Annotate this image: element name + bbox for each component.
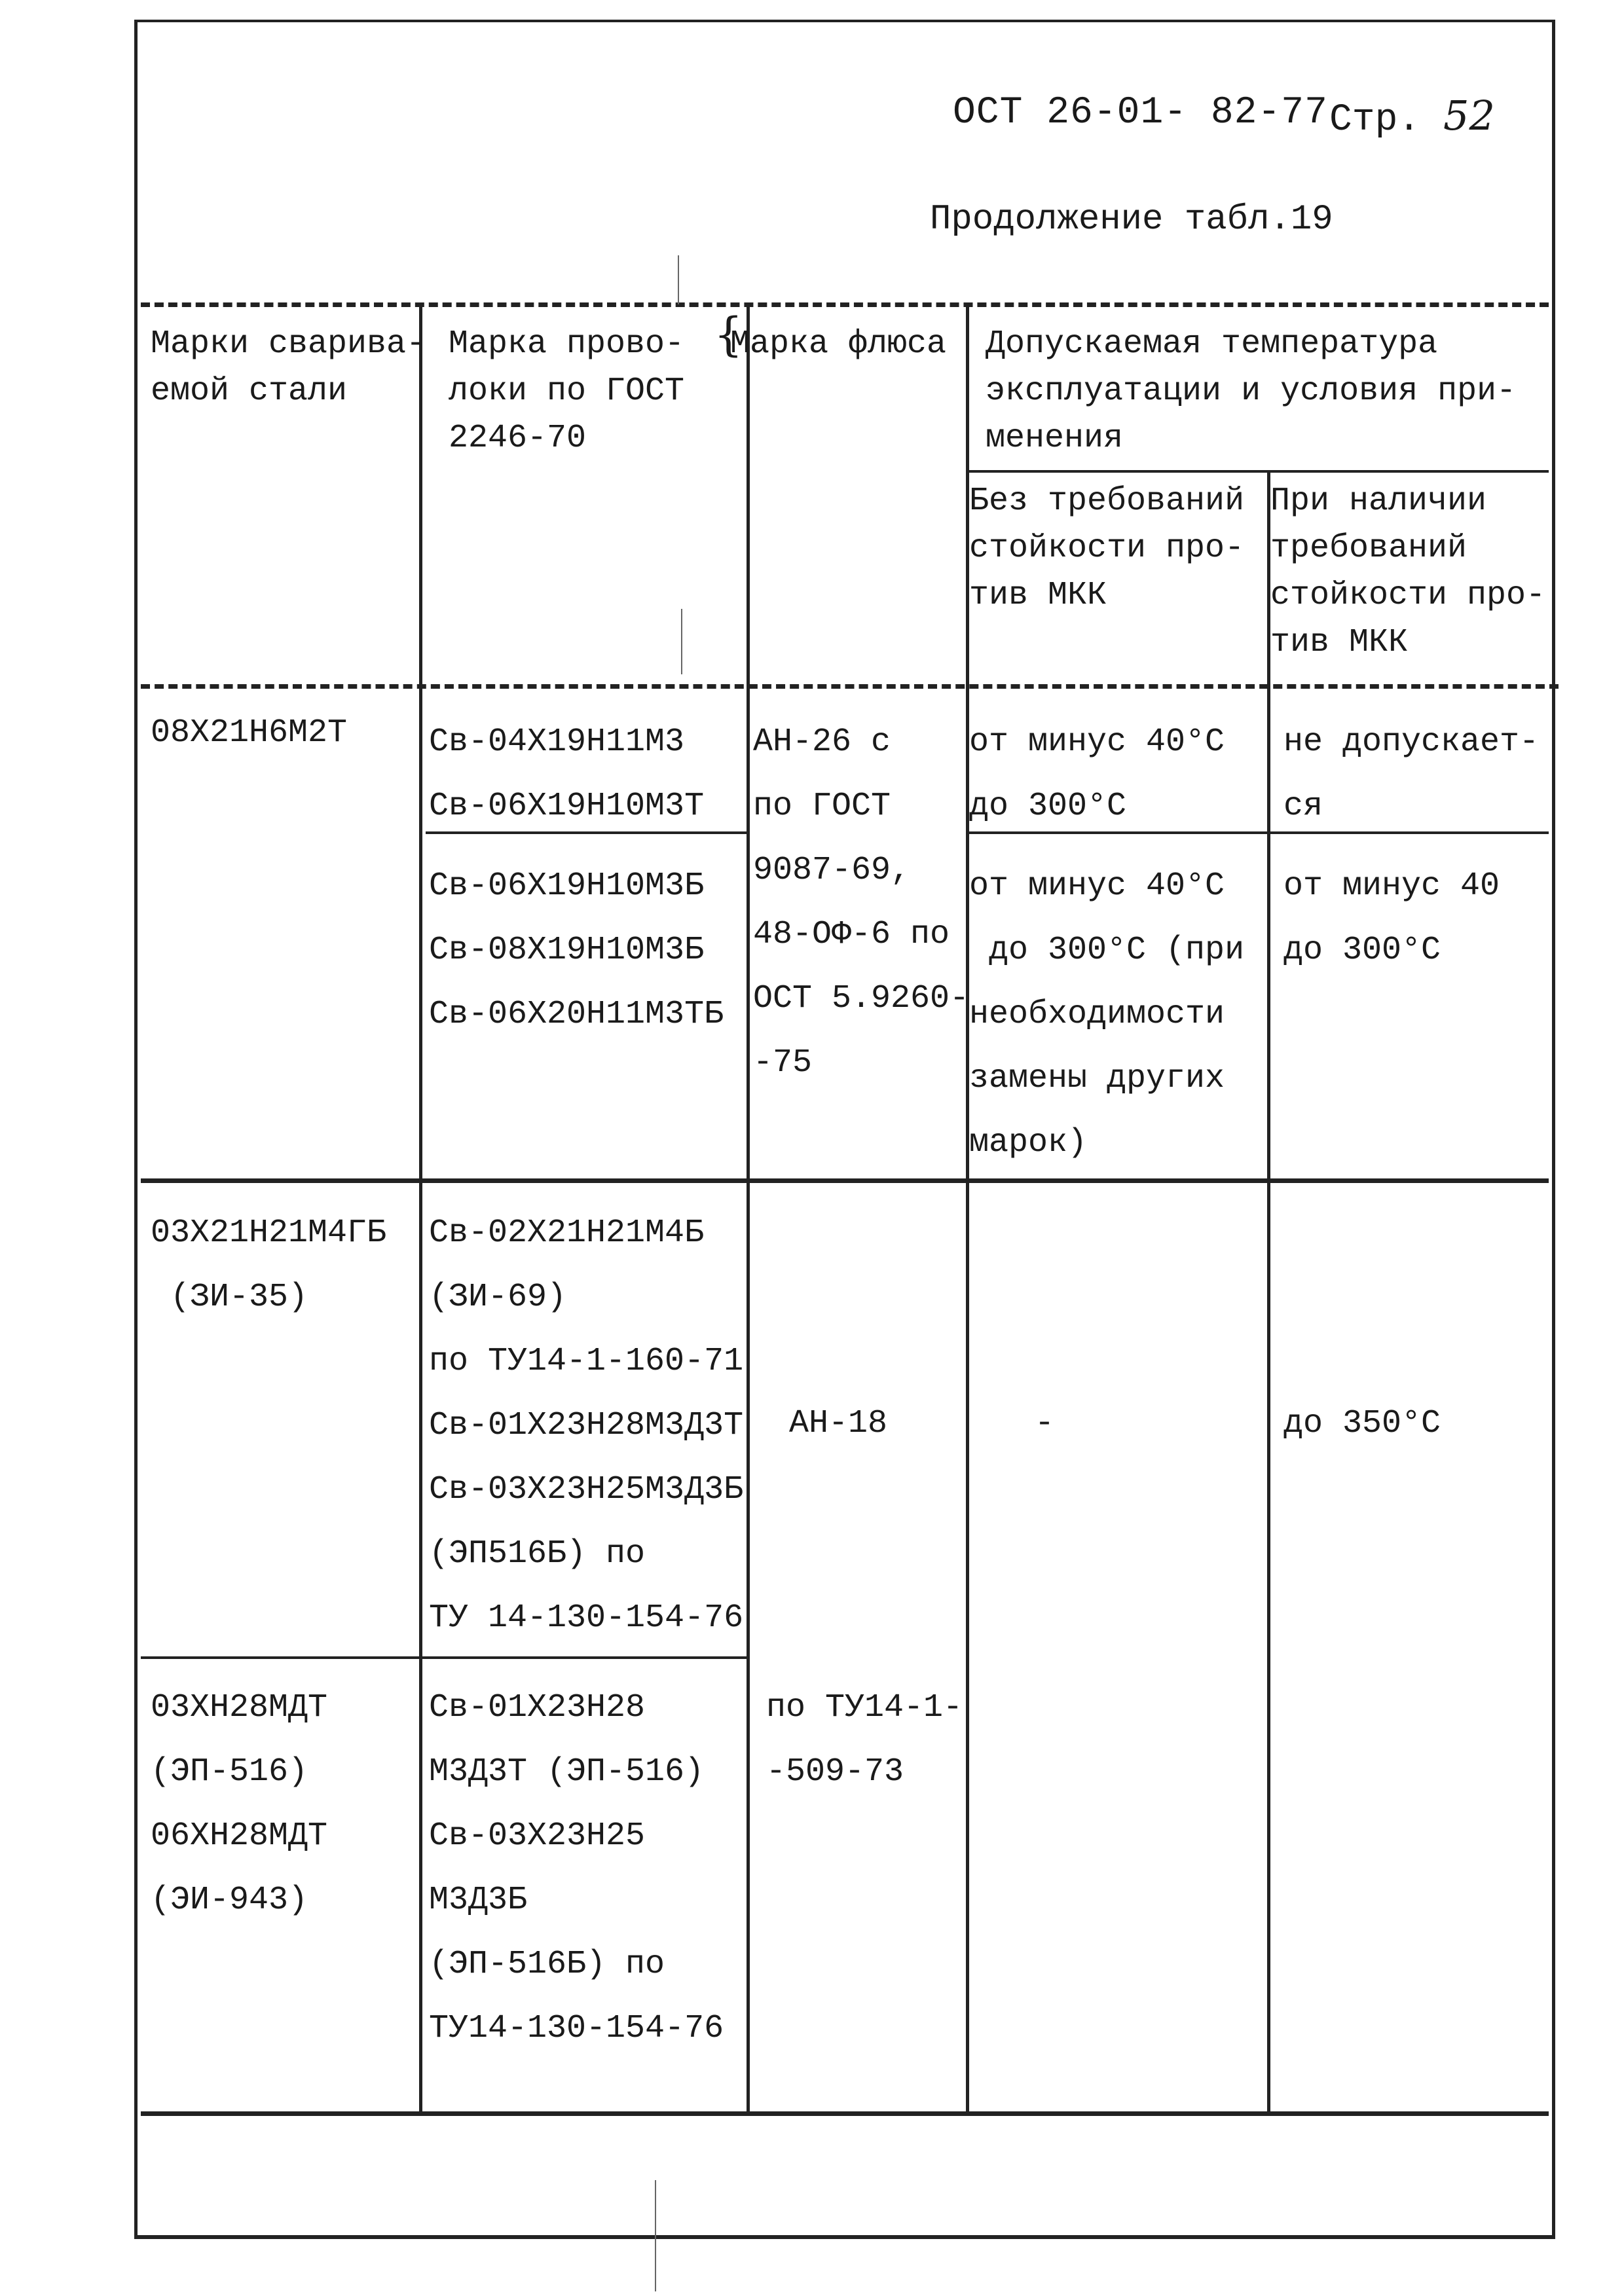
brace-mark: { — [714, 308, 743, 361]
header-wire-grade: Марка прово- локи по ГОСТ 2246-70 — [449, 325, 685, 457]
table-bottom-rule — [141, 2111, 1549, 2116]
row2-steel-grade: 03Х21Н21М4ГБ (ЗИ-35) — [151, 1214, 387, 1316]
row1-temp-without-mkk-1: от минус 40°С до 300°С — [969, 723, 1225, 825]
header-with-mkk: При наличии требований стойкости про- тив МКК — [1270, 483, 1546, 661]
row1-temp-with-mkk-1: не допускает- ся — [1283, 723, 1540, 825]
row1-flux-grade: АН-26 с по ГОСТ 9087-69, 48-ОФ-6 по ОСТ 5.9260- -75 — [753, 723, 970, 1082]
row1-steel-grade: 08Х21Н6М2Т — [151, 714, 348, 752]
row1-wire-grades-b: Св-06Х19Н10М3Б Св-08Х19Н10М3Б Св-06Х20Н11М3ТБ — [429, 867, 724, 1033]
document-code: ОСТ 26-01- 82-77 — [953, 92, 1328, 134]
header-allowed-temperature: Допускаемая температура эксплуатации и условия при- менения — [986, 325, 1517, 457]
col4-divider — [1267, 470, 1270, 2113]
row3-flux-grade: по ТУ14-1- -509-73 — [766, 1689, 963, 1791]
row1-wire-grades-a: Св-04Х19Н11М3 Св-06Х19Н10М3Т — [429, 723, 705, 825]
header-without-mkk: Без требований стойкости про- тив МКК — [969, 483, 1245, 614]
fold-mark-mid — [681, 609, 682, 674]
header-bottom-rule — [141, 684, 1559, 689]
row3-steel-grades: 03ХН28МДТ (ЭП-516) 06ХН28МДТ (ЭИ-943) — [151, 1689, 328, 1919]
table-top-rule — [141, 302, 1549, 307]
header-steel-grade: Марки сварива- емой стали — [151, 325, 426, 410]
header-flux-grade: Марка флюса — [730, 325, 947, 363]
row2-temp-without-mkk: - — [1035, 1405, 1055, 1442]
row1-temp-with-mkk-2: от минус 40 до 300°С — [1283, 867, 1500, 969]
row2-bottom-rule — [141, 1656, 747, 1659]
fold-mark-top — [678, 255, 679, 304]
fold-mark-bottom — [655, 2180, 656, 2291]
row2-flux-grade: АН-18 — [789, 1405, 888, 1442]
page-number-value: 52 — [1443, 92, 1495, 139]
row2-wire-grades: Св-02Х21Н21М4Б (ЗИ-69) по ТУ14-1-160-71 Св-01Х23Н28М3Д3Т Св-03Х23Н25М3Д3Б (ЭП516Б) по ТУ 14-130-154-76 — [429, 1214, 744, 1637]
row1-bottom-rule — [141, 1178, 1549, 1183]
row3-wire-grades: Св-01Х23Н28 М3Д3Т (ЭП-516) Св-03Х23Н25 М3Д3Б (ЭП-516Б) по ТУ14-130-154-76 — [429, 1689, 724, 2047]
page-label: Стр. — [1329, 99, 1421, 141]
page-number — [1329, 92, 1495, 141]
col2-divider — [747, 302, 750, 2113]
subheader-rule — [966, 470, 1549, 473]
row1-temp-without-mkk-2: от минус 40°С до 300°С (при необходимости замены других марок) — [969, 867, 1245, 1161]
col1-divider — [419, 302, 422, 2113]
row2-temp-with-mkk: до 350°С — [1283, 1405, 1441, 1442]
table-caption: Продолжение табл.19 — [930, 200, 1333, 240]
